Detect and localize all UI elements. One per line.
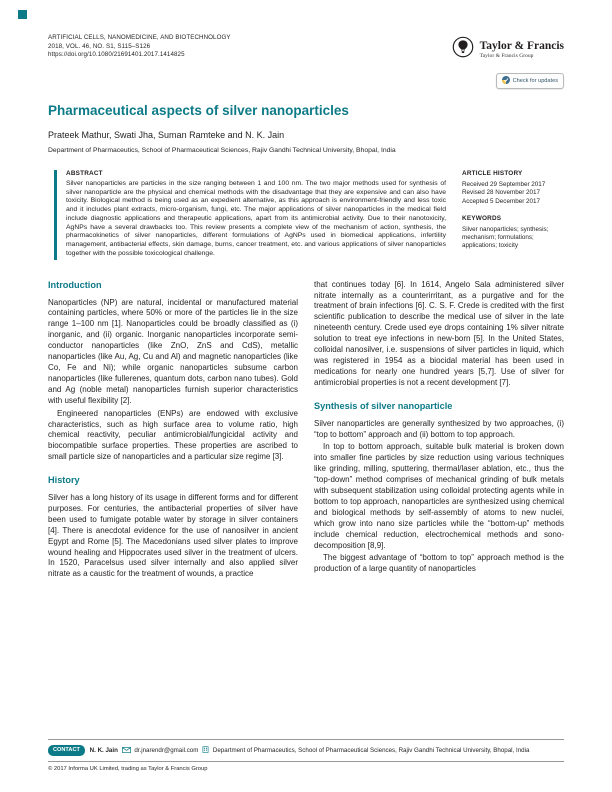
paragraph: In top to bottom approach, suitable bulk material is broken down into smaller fine particles by size reduction using various techniques like grinding, milling, sputtering, thermal/laser ablation, etc., thus the “top-down” method comprises of mechanical grinding of bulk metals with subsequent stabilization using colloidal protecting agents while in bottom to top approach, nanoparticles are synthesized using chemical and biological methods by self-assembly of atoms to new nuclei, which grow into nano size particles while the “bottom-up” methods include chemical reduction, electrochemical methods and sono-decomposition [8,9]. — [314, 442, 564, 550]
abstract-text: Silver nanoparticles are particles in the size ranging between 1 and 100 nm. The two major methods used for synthesis of silver nanoparticle are the physical and chemical methods with the disadvantage that they are expensive and can also have toxicity. Biological method is being used as an expedient alternative, as this approach is environment-friendly and less toxic and it includes plant extracts, micro-organism, fungi, etc. The major applications of silver nanoparticles in the medical field include diagnostic applications and therapeutic applications, apart from its antimicrobial activity. Due to their nanotoxicity, AgNPs have a several drawbacks too. This review presents a complete view of the mechanism of action, synthesis, the pharmacokinetics of silver nanoparticles, different formulations of AgNPs used in biomedical applications, infertility management, antibacterial effects, skin damage, burns, cancer treatment, etc. and various applications of silver nanoparticles together with the possible toxicological challenge. — [66, 180, 446, 257]
balloon-icon — [452, 36, 474, 63]
section-heading-synthesis: Synthesis of silver nanoparticle — [314, 400, 453, 411]
authors-line: Prateek Mathur, Swati Jha, Suman Ramteke and N. K. Jain — [48, 130, 285, 140]
page-header — [48, 34, 564, 63]
affiliation-line: Department of Pharmaceutics, School of Pharmaceutical Sciences, Rajiv Gandhi Technical University, Bhopal, India — [48, 147, 396, 154]
keywords-text: Silver nanoparticles; synthesis; mechanism; formulations; applications; toxicity — [462, 226, 549, 250]
publisher-group: Taylor & Francis Group — [479, 53, 534, 59]
section-heading-introduction: Introduction — [48, 279, 102, 290]
abstract-band — [54, 170, 564, 260]
contact-email-link[interactable]: dr.jnarendr@gmail.com — [134, 747, 199, 754]
building-icon — [202, 746, 209, 756]
keywords-heading: KEYWORDS — [462, 214, 502, 222]
publisher-wordmark — [480, 40, 564, 59]
publisher-logo — [452, 36, 564, 63]
paragraph: Engineered nanoparticles (ENPs) are endowed with exclusive characteristics, such as high surface area to volume ratio, high chemical reactivity, peculiar antimicrobial/fungicidal activity and biocompatible surface properties. These properties are ascribed to small particle size of nanoparticles and a particular size regime [3]. — [48, 408, 298, 462]
revised-date: Revised 28 November 2017 — [462, 189, 541, 197]
corner-color-mark — [18, 10, 27, 19]
updates-row — [48, 73, 564, 89]
received-date: Received 29 September 2017 — [462, 181, 546, 189]
journal-name: ARTIFICIAL CELLS, NANOMEDICINE, AND BIOTECHNOLOGY — [48, 34, 231, 41]
page-title: Pharmaceutical aspects of silver nanoparticles — [48, 103, 349, 118]
check-for-updates-button[interactable] — [496, 73, 564, 89]
keywords-block — [462, 215, 559, 251]
body-columns — [48, 280, 564, 739]
contact-affiliation: Department of Pharmaceutics, School of Pharmaceutical Sciences, Rajiv Gandhi Technical University, Bhopal, India — [212, 747, 530, 754]
journal-issue-line: 2018, VOL. 46, NO. S1, S115–S126 — [48, 42, 151, 50]
check-for-updates-label: Check for updates — [512, 78, 558, 84]
contact-name: N. K. Jain — [89, 747, 118, 754]
article-meta-sidebar — [462, 170, 559, 260]
paragraph: Nanoparticles (NP) are natural, incidental or manufactured material containing particles, where 50% or more of the particles lie in the size range 1–100 nm [1]. Nanoparticles could be broadly classified as (i) inorganic, and (ii) organic. Inorganic nanoparticles incorporate semi-conductor nanoparticles (like ZnO, ZnS and CdS), metallic nanoparticles (like Au, Ag, Cu and Al) and magnetic nanoparticles (like Co, Fe and Ni); while organic nanoparticles subsume carbon nanoparticles (like fullerenes, quantum dots, carbon nano tubes). Gold and Ag (noble metal) nanoparticles furnish superior characteristics with useful flexibility [2]. — [48, 297, 298, 405]
publisher-name: Taylor & Francis — [479, 40, 564, 52]
paragraph: Silver has a long history of its usage in different forms and for different purposes. For centuries, the antibacterial properties of silver have been used to fumigate potable water by storage in silver containers [4]. There is anecdotal evidence for the use of nanosilver in ancient Egypt and Rome [5]. The Macedonians used silver plates to improve wound healing and Hippocrates used silver in the treatment of ulcers. In 1520, Paracelsus used silver internally and also applied silver nitrate as a caustic for the treatment of wounds, a practice — [48, 493, 298, 579]
article-history-block — [462, 170, 559, 206]
accepted-date: Accepted 5 December 2017 — [462, 197, 541, 205]
section-heading-history: History — [48, 475, 80, 486]
abstract-section — [54, 170, 446, 260]
envelope-icon — [122, 747, 131, 756]
right-column — [314, 280, 564, 739]
paragraph: Silver nanoparticles are generally synthesized by two approaches, (i) “top to bottom” approach and (ii) bottom to top approach. — [314, 418, 564, 439]
article-history-heading: ARTICLE HISTORY — [462, 170, 523, 177]
contact-block — [48, 739, 564, 756]
contact-badge: CONTACT — [48, 745, 85, 756]
copyright-line: © 2017 Informa UK Limited, trading as Taylor & Francis Group — [48, 761, 564, 772]
left-column — [48, 280, 298, 739]
paragraph: that continues today [6]. In 1614, Angelo Sala administered silver nitrate internally as a counterirritant, as a purgative and for the treatment of brain infections [6]. C. S. F. Crede is credited with the first scientific publication to describe the medical use of silver in the late nineteenth century. Crede used eye drops containing 1% silver nitrate solution to treat eye infections in new-born [5]. In the United States, colloidal nanosilver, i.e. suspensions of silver particles in liquid, which was registered in 1954 as a biocidal material has been used in medications for nearly one hundred years [5,7]. Use of silver for antimicrobial properties is not a recent development [7]. — [314, 279, 564, 387]
doi-link[interactable]: https://doi.org/10.1080/21691401.2017.1414825 — [48, 51, 185, 59]
abstract-heading: ABSTRACT — [66, 170, 103, 177]
journal-info — [48, 34, 231, 60]
paragraph: The biggest advantage of “bottom to top” approach method is the production of a large quantity of nanoparticles — [314, 553, 564, 574]
page-footer — [48, 739, 564, 772]
crossmark-icon — [502, 76, 510, 86]
